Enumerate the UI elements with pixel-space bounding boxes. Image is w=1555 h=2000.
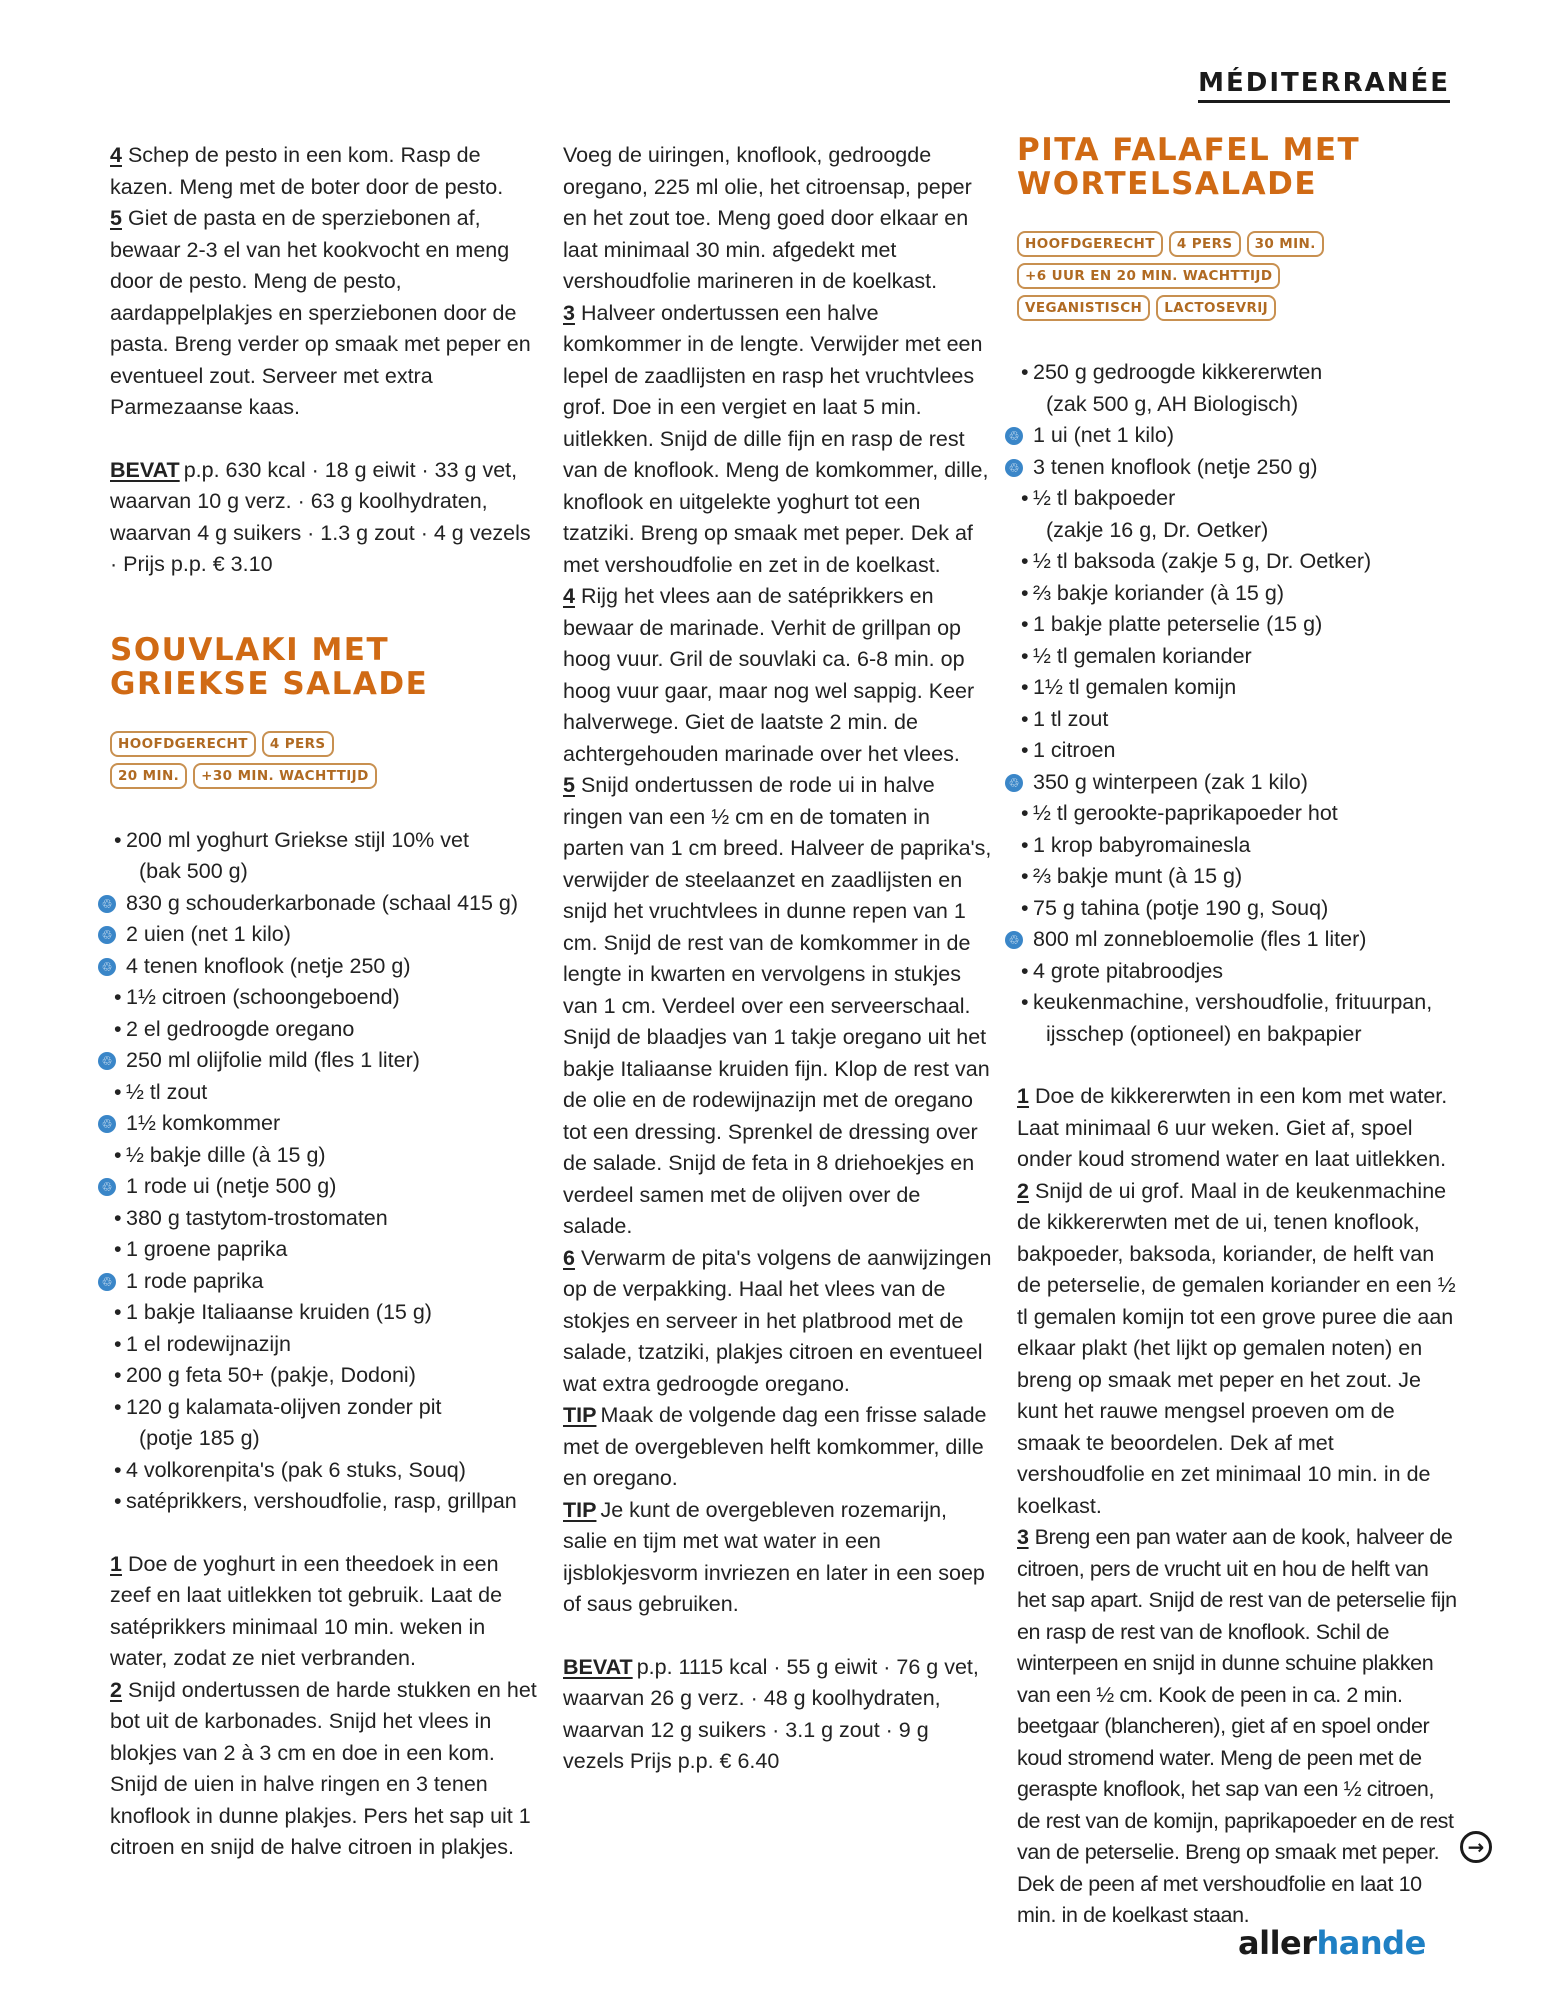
column-2: [563, 140, 993, 1778]
organic-icon: ♲: [98, 926, 116, 944]
ingredient-text: ½ tl gemalen koriander: [1033, 643, 1252, 668]
ingredient-text: satéprikkers, vershoudfolie, rasp, grillpan: [126, 1489, 517, 1513]
column-1: [101, 140, 540, 1864]
ingredient-item: [110, 1486, 540, 1518]
falafel-step-2: [1017, 1176, 1462, 1523]
pesto-step-5: [110, 203, 540, 424]
bullet-icon: •: [114, 1142, 122, 1167]
ingredient-item: [1008, 452, 1462, 484]
organic-icon: ♲: [98, 1178, 116, 1196]
tip-text: Maak de volgende dag een frisse salade met de overgebleven helft komkommer, dille en oregano.: [563, 1403, 987, 1490]
ingredient-item: [110, 1297, 540, 1329]
ingredient-text: 1 bakje platte peterselie (15 g): [1033, 612, 1323, 636]
ingredient-item: [101, 951, 540, 983]
souvlaki-step-4: [563, 581, 993, 770]
ingredient-item: [1017, 987, 1462, 1050]
bullet-icon: •: [114, 1394, 122, 1419]
step-text: Rijg het vlees aan de satéprikkers en bewaar de marinade. Verhit de grillpan op hoog vuur. Gril de souvlaki ca. 6-8 min. op hoog vuur gaar, maar nog wel sappig. Keer halverwege. Giet de laatste 2 min. de achtergehouden marinade over het vlees.: [563, 584, 975, 766]
bullet-icon: •: [114, 1457, 122, 1482]
bevat-label: BEVAT: [563, 1654, 633, 1679]
bullet-icon: •: [1021, 360, 1029, 384]
ingredient-subtext: (potje 185 g): [139, 1426, 260, 1450]
organic-icon: ♲: [1005, 427, 1023, 445]
organic-icon: ♲: [98, 1115, 116, 1133]
ingredient-item: [110, 1014, 540, 1046]
bullet-icon: •: [114, 1489, 122, 1513]
step-number: 2: [1017, 1178, 1029, 1203]
ingredient-text: ½ tl gerookte-paprikapoeder hot: [1033, 801, 1338, 825]
organic-icon: ♲: [98, 958, 116, 976]
bullet-icon: •: [114, 827, 122, 852]
pesto-nutrition: [110, 455, 540, 581]
ingredient-text: ½ tl bakpoeder: [1033, 486, 1176, 510]
tip-label: TIP: [563, 1403, 597, 1427]
badge-waiting: +6 UUR EN 20 MIN. WACHTTIJD: [1017, 263, 1280, 289]
bullet-icon: •: [1021, 895, 1029, 920]
ingredient-item: [1017, 798, 1462, 830]
ingredient-item: [1008, 924, 1462, 956]
title-line: PITA FALAFEL MET: [1017, 132, 1361, 168]
ingredient-text: ⅔ bakje koriander (à 15 g): [1033, 580, 1284, 605]
arrow-right-circle-icon[interactable]: →: [1460, 1831, 1492, 1863]
ingredient-text: 1 bakje Italiaanse kruiden (15 g): [126, 1300, 432, 1324]
souvlaki-title: [110, 633, 540, 701]
ingredient-subtext: ijsschep (optioneel) en bakpapier: [1046, 1021, 1362, 1046]
bullet-icon: •: [114, 985, 122, 1009]
ingredient-text: 2 el gedroogde oregano: [126, 1016, 355, 1041]
ingredient-item: [1017, 861, 1462, 893]
ingredient-item: [1017, 483, 1462, 546]
souvlaki-step-3: [563, 298, 993, 582]
ingredient-item: [101, 1171, 540, 1203]
ingredient-text: ½ bakje dille (à 15 g): [126, 1142, 326, 1167]
column-3: [1008, 132, 1462, 1932]
ingredient-text: 250 ml olijfolie mild (fles 1 liter): [126, 1048, 420, 1072]
step-text: Voeg de uiringen, knoflook, gedroogde oregano, 225 ml olie, het citroensap, peper en het zout toe. Meng goed door elkaar en laat minimaal 30 min. afgedekt met vershoudfolie marineren in de koelkast.: [563, 143, 972, 293]
ingredient-item: [1017, 956, 1462, 988]
ingredient-text: 1 tl zout: [1033, 706, 1109, 731]
badge-time: 30 MIN.: [1247, 231, 1324, 257]
step-text: Snijd ondertussen de rode ui in halve ringen van een ½ cm en de tomaten in parten van 1 cm breed. Halveer de paprika's, verwijder de steelaanzet en zaadlijsten en snijd het vruchtvlees in dunne repen van 1 cm. Snijd de rest van de komkommer in de lengte in kwarten en vervolgens in stukjes van 1 cm. Verdeel over een serveerschaal. Snijd de blaadjes van 1 takje oregano uit het bakje Italiaanse kruiden fijn. Klop de rest van de olie en de rodewijnazijn met de oregano tot een dressing. Sprenkel de dressing over de salade. Snijd de feta in 8 driehoekjes en verdeel samen met de olijven over de salade.: [563, 773, 992, 1238]
step-text: Snijd ondertussen de harde stukken en het bot uit de karbonades. Snijd het vlees in blokjes van 2 à 3 cm en doe in een kom. Snijd de uien in halve ringen en 3 tenen knoflook in dunne plakjes. Pers het sap uit 1 citroen en snijd de halve citroen in plakjes.: [110, 1677, 537, 1859]
ingredient-text: 1½ tl gemalen komijn: [1033, 675, 1237, 699]
bullet-icon: •: [1021, 643, 1029, 668]
nutrition-text: p.p. 630 kcal · 18 g eiwit · 33 g vet, waarvan 10 g verz. · 63 g koolhydraten, waarvan 4 g suikers · 1.3 g zout · 4 g vezels · Prijs p.p. € 3.10: [110, 457, 531, 576]
ingredient-text: 3 tenen knoflook (netje 250 g): [1033, 454, 1318, 479]
bullet-icon: •: [1021, 738, 1029, 762]
ingredient-item: [1017, 704, 1462, 736]
ingredient-text: 380 g tastytom-trostomaten: [126, 1205, 388, 1230]
ingredient-text: 1½ citroen (schoongeboend): [126, 985, 400, 1009]
ingredient-subtext: (zak 500 g, AH Biologisch): [1046, 391, 1299, 416]
bevat-label: BEVAT: [110, 457, 180, 482]
bullet-icon: •: [1021, 801, 1029, 825]
ingredient-text: 120 g kalamata-olijven zonder pit: [126, 1394, 442, 1419]
step-number: 3: [1017, 1525, 1029, 1549]
bullet-icon: •: [1021, 832, 1029, 857]
ingredient-text: 350 g winterpeen (zak 1 kilo): [1033, 769, 1308, 794]
ingredient-text: 2 uien (net 1 kilo): [126, 922, 291, 946]
section-label: MÉDITERRANÉE: [1198, 68, 1450, 103]
falafel-badges: [1017, 231, 1357, 321]
bullet-icon: •: [1021, 486, 1029, 510]
ingredient-text: 1 citroen: [1033, 738, 1116, 762]
bullet-icon: •: [114, 1205, 122, 1230]
souvlaki-step-5: [563, 770, 993, 1243]
ingredient-text: 200 ml yoghurt Griekse stijl 10% vet: [126, 827, 469, 852]
title-line: SOUVLAKI MET: [110, 631, 390, 668]
title-line: GRIEKSE SALADE: [110, 665, 429, 702]
souvlaki-step-1: [110, 1549, 540, 1675]
badge-waiting: +30 MIN. WACHTTIJD: [193, 763, 377, 789]
ingredient-text: keukenmachine, vershoudfolie, frituurpan,: [1033, 990, 1433, 1014]
ingredient-text: ½ tl baksoda (zakje 5 g, Dr. Oetker): [1033, 549, 1372, 573]
ingredient-item: [1008, 767, 1462, 799]
tip-label: TIP: [563, 1497, 597, 1522]
bullet-icon: •: [114, 1237, 122, 1261]
ingredient-text: ⅔ bakje munt (à 15 g): [1033, 864, 1243, 888]
organic-icon: ♲: [98, 1052, 116, 1070]
ingredient-item: [101, 1266, 540, 1298]
bullet-icon: •: [114, 1331, 122, 1356]
ingredient-subtext: (bak 500 g): [139, 859, 248, 883]
step-text: Breng een pan water aan de kook, halveer de citroen, pers de vrucht uit en hou de helft van het sap apart. Snijd de rest van de peterselie fijn en rasp de rest van de knoflook. Schil de winterpeen en snijd in dunne schuine plakken van een ½ cm. Kook de peen in ca. 2 min. beetgaar (blancheren), giet af en spoel onder koud stromend water. Meng de peen met de geraspte knoflook, het sap van een ½ citroen, de rest van de komijn, paprikapoeder en de rest van de peterselie. Breng op smaak met peper. Dek de peen af met vershoudfolie en laat 10 min. in de koelkast staan.: [1017, 1525, 1457, 1927]
souvlaki-step-2-continued: [563, 140, 993, 298]
souvlaki-step-2: [110, 1675, 540, 1864]
ingredient-text: ½ tl zout: [126, 1079, 208, 1104]
ingredient-item: [110, 1140, 540, 1172]
ingredient-text: 250 g gedroogde kikkererwten: [1033, 360, 1323, 384]
step-text: Doe de yoghurt in een theedoek in een zeef en laat uitlekken tot gebruik. Laat de satéprikkers minimaal 10 min. weken in water, zodat ze niet verbranden.: [110, 1551, 503, 1670]
souvlaki-ingredients: [101, 825, 540, 1518]
ingredient-item: [1017, 578, 1462, 610]
ingredient-item: [1017, 546, 1462, 578]
badge-lactose-free: LACTOSEVRIJ: [1156, 295, 1276, 321]
falafel-step-1: [1017, 1081, 1462, 1176]
step-number: 1: [110, 1551, 122, 1576]
step-number: 5: [110, 206, 122, 230]
ingredient-item: [1017, 641, 1462, 673]
bullet-icon: •: [114, 1363, 122, 1387]
ingredient-item: [110, 1203, 540, 1235]
organic-icon: ♲: [1005, 931, 1023, 949]
step-text: Verwarm de pita's volgens de aanwijzingen op de verpakking. Haal het vlees van de stokjes en serveer in het platbrood met de salade, tzatziki, plakjes citroen en eventueel wat extra gedroogde oregano.: [563, 1245, 992, 1396]
bullet-icon: •: [1021, 706, 1029, 731]
ingredient-item: [1017, 830, 1462, 862]
step-number: 4: [110, 143, 122, 167]
ingredient-item: [1017, 893, 1462, 925]
organic-icon: ♲: [98, 1273, 116, 1291]
step-number: 2: [110, 1677, 122, 1702]
ingredient-item: [110, 1329, 540, 1361]
bullet-icon: •: [1021, 675, 1029, 699]
souvlaki-nutrition: [563, 1652, 993, 1778]
ingredient-item: [110, 1360, 540, 1392]
ingredient-item: [1017, 735, 1462, 767]
souvlaki-badges: [110, 731, 410, 789]
badge-course: HOOFDGERECHT: [1017, 231, 1163, 257]
badge-vegan: VEGANISTISCH: [1017, 295, 1150, 321]
ingredient-text: 1½ komkommer: [126, 1111, 281, 1135]
ingredient-item: [1017, 672, 1462, 704]
ingredient-item: [101, 888, 540, 920]
bullet-icon: •: [1021, 864, 1029, 888]
logo-part: hande: [1316, 1924, 1426, 1962]
step-text: Giet de pasta en de sperziebonen af, bewaar 2-3 el van het kookvocht en meng door de pesto. Meng de pesto, aardappelplakjes en sperziebonen door de pasta. Breng verder op smaak met peper en eventueel zout. Serveer met extra Parmezaanse kaas.: [110, 206, 531, 419]
nutrition-text: p.p. 1115 kcal · 55 g eiwit · 76 g vet, waarvan 26 g verz. · 48 g koolhydraten, waarvan 12 g suikers · 3.1 g zout · 9 g vezels Prijs p.p. € 6.40: [563, 1654, 979, 1773]
organic-icon: ♲: [1005, 774, 1023, 792]
bullet-icon: •: [1021, 549, 1029, 573]
ingredient-text: 1 krop babyromainesla: [1033, 832, 1251, 857]
ingredient-text: 1 rode paprika: [126, 1268, 264, 1293]
falafel-ingredients: [1008, 357, 1462, 1050]
ingredient-item: [101, 919, 540, 951]
ingredient-item: [101, 1045, 540, 1077]
tip-text: Je kunt de overgebleven rozemarijn, salie en tijm met wat water in een ijsblokjesvorm invriezen en later in een soep of saus gebruiken.: [563, 1497, 985, 1616]
souvlaki-tip-2: [563, 1495, 993, 1621]
badge-course: HOOFDGERECHT: [110, 731, 256, 757]
bullet-icon: •: [1021, 612, 1029, 636]
step-number: 6: [563, 1245, 575, 1270]
step-text: Snijd de ui grof. Maal in de keukenmachine de kikkererwten met de ui, tenen knoflook, bakpoeder, baksoda, koriander, de helft van de peterselie, de gemalen koriander en een ½ tl gemalen komijn tot een grove puree die aan elkaar plakt (het lijkt op gemalen noten) en breng op smaak met peper en het zout. Je kunt het rauwe mengsel proeven om de smaak te beoordelen. Dek af met vershoudfolie en zet minimaal 10 min. in de koelkast.: [1017, 1178, 1456, 1518]
bullet-icon: •: [114, 1016, 122, 1041]
ingredient-item: [110, 1455, 540, 1487]
step-number: 1: [1017, 1084, 1029, 1108]
step-text: Halveer ondertussen een halve komkommer in de lengte. Verwijder met een lepel de zaadlijsten en rasp het vruchtvlees grof. Doe in een vergiet en laat 5 min. uitlekken. Snijd de dille fijn en rasp de rest van de knoflook. Meng de komkommer, dille, knoflook en uitgelekte yoghurt tot een tzatziki. Breng op smaak met peper. Dek af met vershoudfolie en zet in de koelkast.: [563, 300, 989, 577]
pesto-step-4: [110, 140, 540, 203]
bullet-icon: •: [1021, 958, 1029, 983]
ingredient-item: [110, 1392, 540, 1455]
step-number: 5: [563, 773, 575, 797]
ingredient-text: 1 groene paprika: [126, 1237, 288, 1261]
ingredient-text: 4 tenen knoflook (netje 250 g): [126, 953, 411, 978]
title-line: WORTELSALADE: [1017, 166, 1318, 202]
ingredient-item: [1008, 420, 1462, 452]
souvlaki-tip-1: [563, 1400, 993, 1495]
ingredient-item: [110, 825, 540, 888]
step-text: Schep de pesto in een kom. Rasp de kazen. Meng met de boter door de pesto.: [110, 143, 504, 199]
ingredient-item: [110, 982, 540, 1014]
step-text: Doe de kikkererwten in een kom met water. Laat minimaal 6 uur weken. Giet af, spoel onder koud stromend water en laat uitlekken.: [1017, 1084, 1448, 1171]
falafel-step-3: [1017, 1522, 1462, 1932]
ingredient-subtext: (zakje 16 g, Dr. Oetker): [1046, 517, 1269, 542]
badge-servings: 4 PERS: [1169, 231, 1241, 257]
organic-icon: ♲: [1005, 459, 1023, 477]
ingredient-text: 1 ui (net 1 kilo): [1033, 423, 1175, 447]
ingredient-text: 1 rode ui (netje 500 g): [126, 1174, 337, 1198]
logo-part: aller: [1238, 1924, 1317, 1962]
ingredient-item: [110, 1077, 540, 1109]
ingredient-text: 800 ml zonnebloemolie (fles 1 liter): [1033, 927, 1367, 951]
badge-time: 20 MIN.: [110, 763, 187, 789]
ingredient-text: 830 g schouderkarbonade (schaal 415 g): [126, 890, 519, 915]
bullet-icon: •: [114, 1300, 122, 1324]
ingredient-item: [1017, 357, 1462, 420]
bullet-icon: •: [1021, 990, 1029, 1014]
ingredient-text: 200 g feta 50+ (pakje, Dodoni): [126, 1363, 416, 1387]
ingredient-text: 75 g tahina (potje 190 g, Souq): [1033, 895, 1329, 920]
souvlaki-step-6: [563, 1243, 993, 1401]
ingredient-item: [1017, 609, 1462, 641]
ingredient-item: [110, 1234, 540, 1266]
step-number: 4: [563, 584, 575, 608]
bullet-icon: •: [114, 1079, 122, 1104]
ingredient-text: 1 el rodewijnazijn: [126, 1331, 291, 1356]
badge-servings: 4 PERS: [262, 731, 334, 757]
ingredient-text: 4 grote pitabroodjes: [1033, 958, 1224, 983]
falafel-title: [1017, 133, 1462, 201]
ingredient-text: 4 volkorenpita's (pak 6 stuks, Souq): [126, 1457, 466, 1482]
allerhande-logo: [1238, 1924, 1426, 1962]
step-number: 3: [563, 300, 575, 325]
ingredient-item: [101, 1108, 540, 1140]
bullet-icon: •: [1021, 580, 1029, 605]
organic-icon: ♲: [98, 895, 116, 913]
